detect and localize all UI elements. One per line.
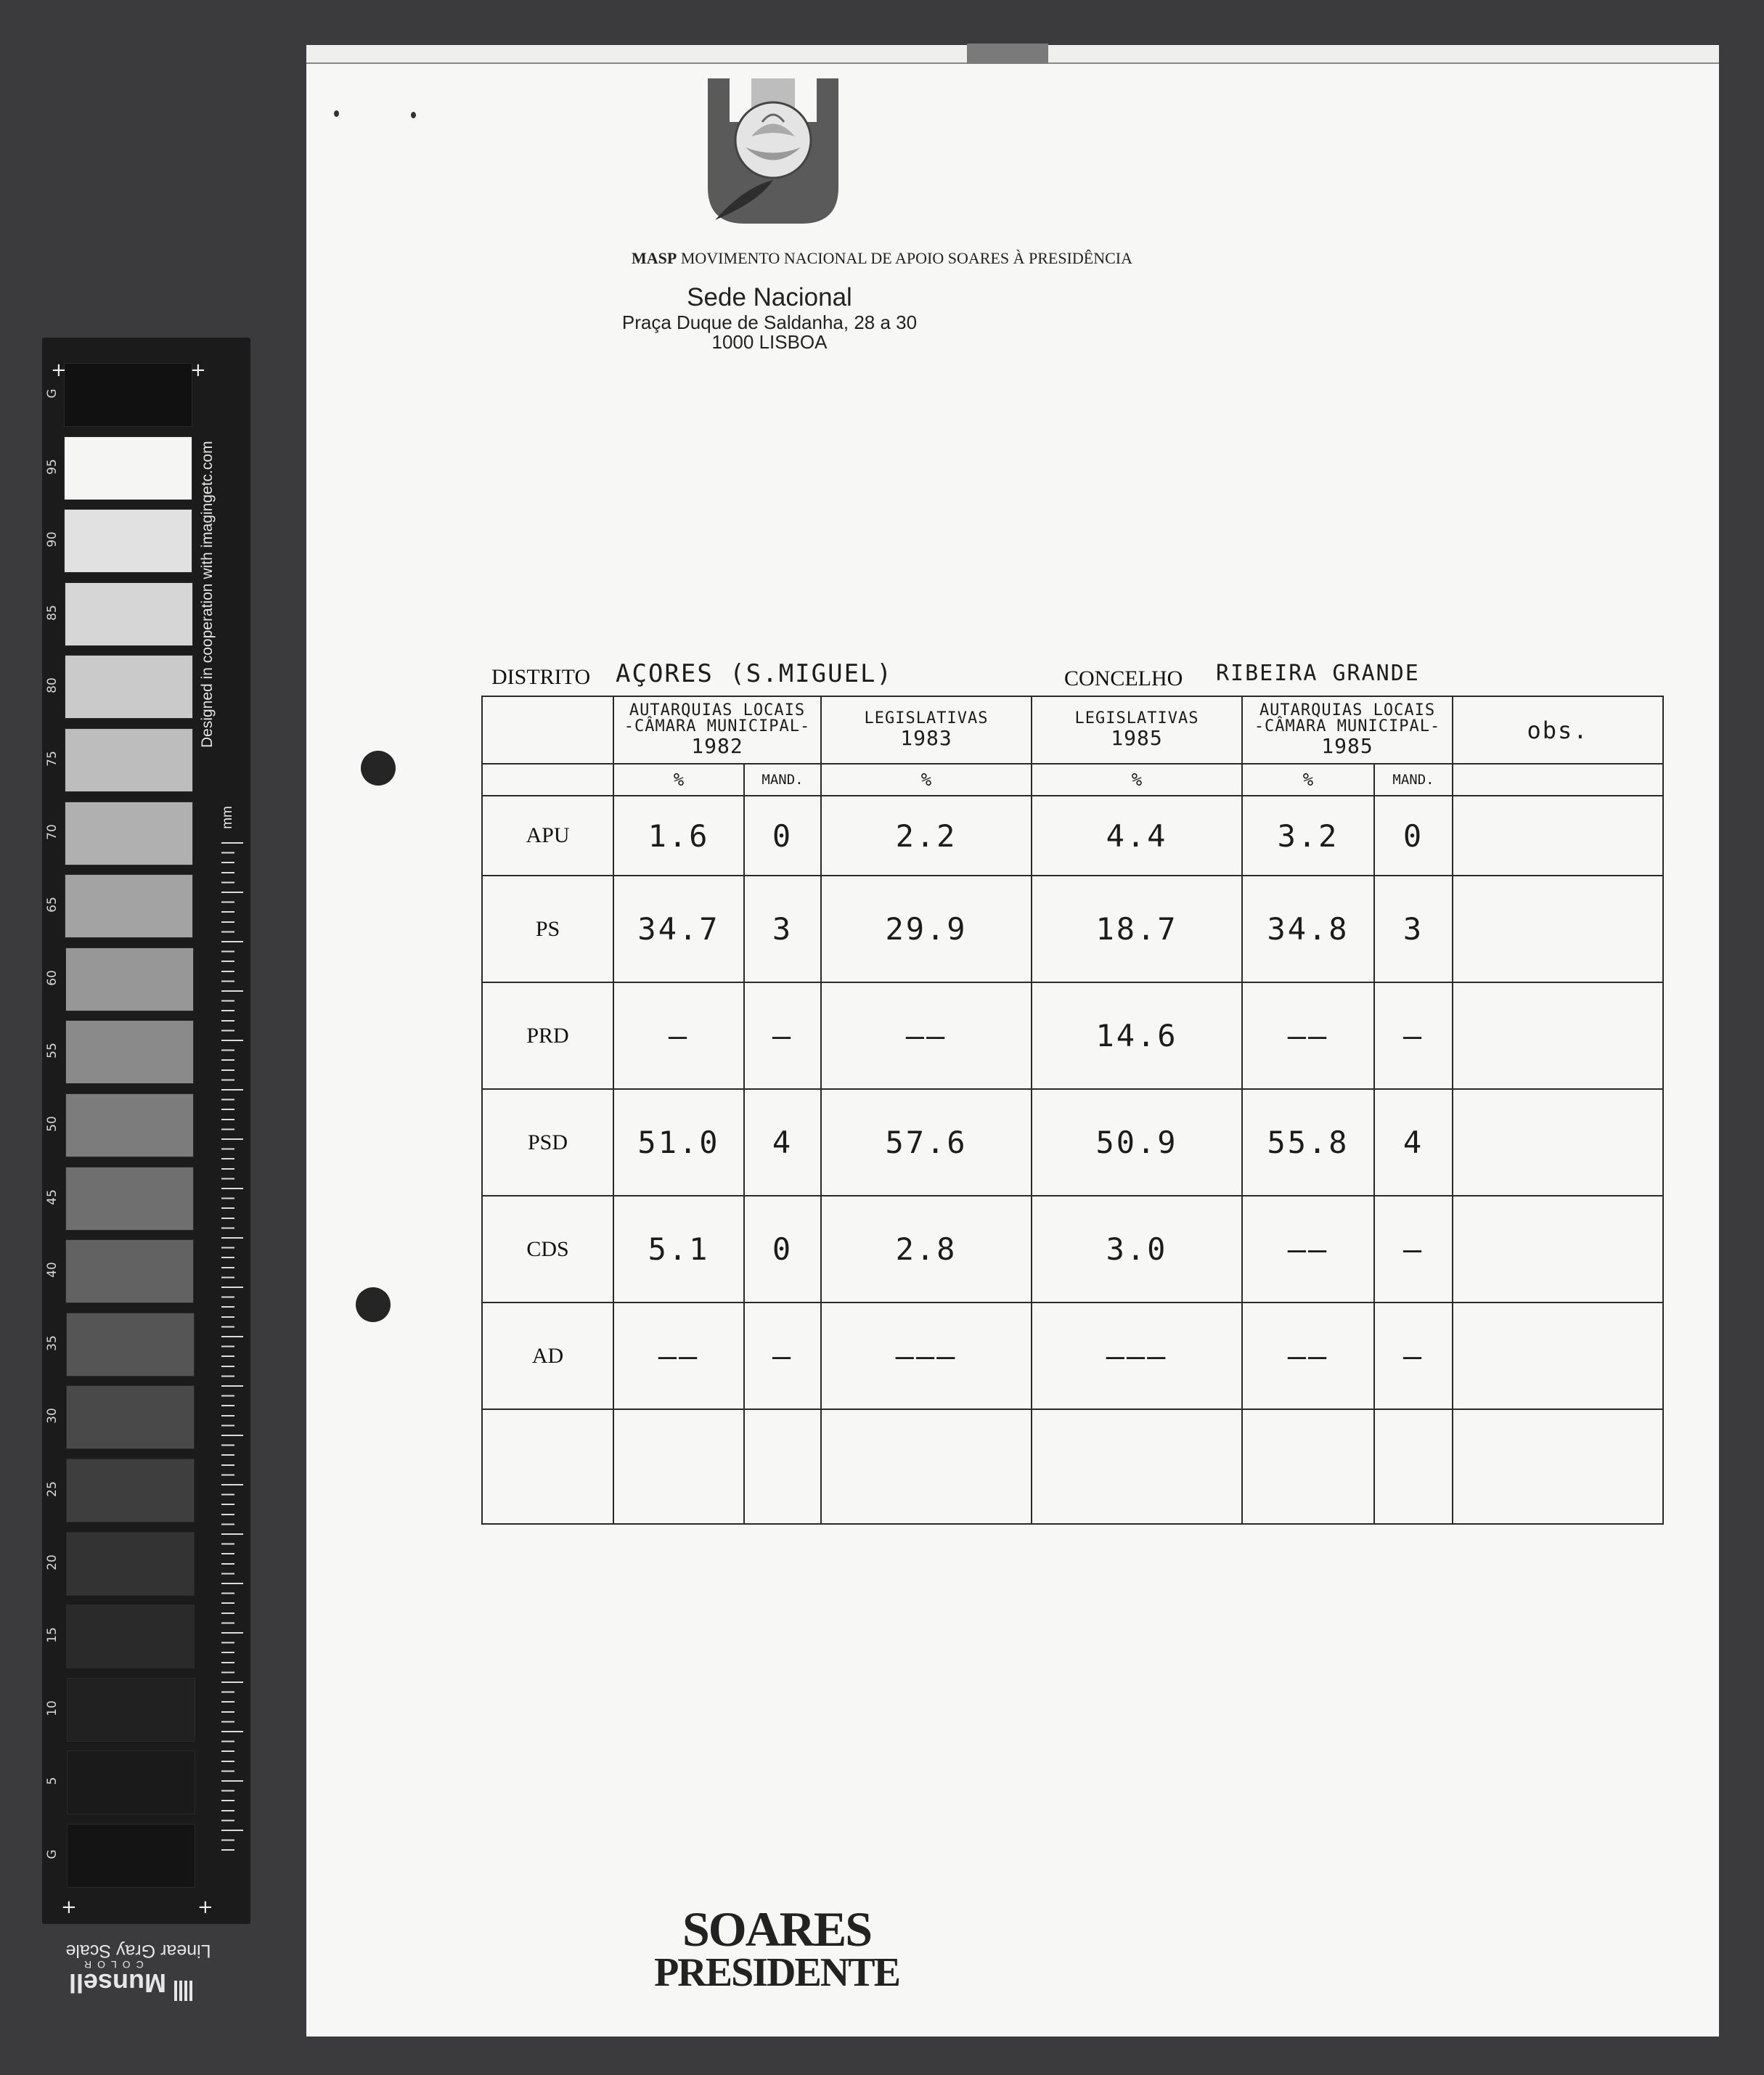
column-subtitle: -CÂMARA MUNICIPAL-: [624, 717, 811, 735]
paper-tab: [967, 44, 1048, 64]
column-title: AUTARQUIAS LOCAIS: [629, 701, 806, 719]
mm-ruler-major: [221, 842, 243, 1853]
column-header-obs: obs.: [1453, 696, 1663, 764]
party-cell: PS: [482, 876, 613, 982]
brand-name: Munsell: [69, 1968, 167, 1998]
scale-number: G: [45, 1849, 60, 1859]
value-cell: 51.0: [613, 1089, 744, 1196]
value-cell: ——: [613, 1303, 744, 1409]
scale-number: 10: [45, 1700, 60, 1716]
gray-swatch: [65, 1167, 194, 1231]
gray-swatch: [67, 1824, 195, 1888]
column-title: AUTARQUIAS LOCAIS: [1259, 701, 1436, 719]
scale-number: 35: [45, 1334, 60, 1351]
value-cell: 18.7: [1032, 876, 1242, 982]
obs-subheader: [1453, 764, 1663, 796]
pct-header: %: [613, 764, 744, 796]
value-cell: —: [1374, 982, 1453, 1089]
org-full-name: MOVIMENTO NACIONAL DE APOIO SOARES À PRESIDÊNCIA: [680, 249, 1132, 267]
brand-sub: COLOR: [78, 1959, 144, 1970]
footer-slogan-line1: SOARES: [682, 1901, 872, 1957]
punch-hole: [356, 1287, 391, 1322]
value-cell: ———: [821, 1303, 1032, 1409]
office-name: Sede Nacional: [687, 283, 852, 311]
scale-name: Linear Gray Scale: [65, 1941, 211, 1961]
gray-swatch: [65, 728, 193, 792]
scale-number: 15: [45, 1627, 60, 1644]
scale-number: 55: [45, 1043, 60, 1059]
table-body: [482, 796, 1663, 1524]
mm-label: mm: [219, 806, 235, 829]
party-cell: PRD: [482, 982, 613, 1089]
value-cell: 2.8: [821, 1196, 1032, 1303]
value-cell: [821, 1409, 1032, 1524]
scale-number: 60: [45, 969, 60, 986]
scale-number: 25: [45, 1481, 60, 1497]
table-row: [482, 1089, 1663, 1196]
mand-header: MAND.: [744, 764, 821, 796]
value-cell: ——: [821, 982, 1032, 1089]
value-cell: 5.1: [613, 1196, 744, 1303]
gray-swatch: [65, 947, 194, 1011]
value-cell: 14.6: [1032, 982, 1242, 1089]
value-cell: 3: [744, 876, 821, 982]
column-year: 1982: [691, 733, 743, 758]
footer-slogan-line2: PRESIDENTE: [654, 1950, 899, 1995]
value-cell: —: [744, 982, 821, 1089]
scale-number: 45: [45, 1189, 60, 1205]
value-cell: [1374, 1409, 1453, 1524]
gray-swatch: [64, 363, 192, 427]
table-header-row: [482, 696, 1663, 764]
value-cell: 4.4: [1032, 796, 1242, 876]
value-cell: 0: [744, 1196, 821, 1303]
table-row: [482, 1409, 1663, 1524]
value-cell: 50.9: [1032, 1089, 1242, 1196]
obs-cell: [1453, 1409, 1663, 1524]
value-cell: 57.6: [821, 1089, 1032, 1196]
value-cell: [1032, 1409, 1242, 1524]
table-row: [482, 982, 1663, 1089]
party-cell: CDS: [482, 1196, 613, 1303]
gray-swatch: [67, 1750, 195, 1814]
office-address: Praça Duque de Saldanha, 28 a 30: [621, 311, 918, 333]
value-cell: ———: [1032, 1303, 1242, 1409]
scale-number: 95: [45, 458, 60, 475]
obs-cell: [1453, 982, 1663, 1089]
table-row: [482, 796, 1663, 876]
gray-swatch: [66, 1605, 195, 1668]
value-cell: ——: [1242, 982, 1374, 1089]
gray-swatch: [66, 1532, 195, 1596]
column-header-autarquicas-1985: [1242, 696, 1453, 764]
value-cell: 2.2: [821, 796, 1032, 876]
obs-cell: [1453, 1303, 1663, 1409]
gray-swatch: [65, 1239, 194, 1303]
org-abbr: MASP: [632, 249, 677, 267]
value-cell: ——: [1242, 1196, 1374, 1303]
value-cell: 4: [1374, 1089, 1453, 1196]
column-header-legislativas-1983: [821, 696, 1032, 764]
scale-number: 65: [45, 897, 60, 913]
pct-header: %: [1032, 764, 1242, 796]
column-year: 1983: [900, 725, 952, 750]
column-header-autarquicas-1982: [613, 696, 821, 764]
obs-cell: [1453, 796, 1663, 876]
value-cell: 4: [744, 1089, 821, 1196]
value-cell: 1.6: [613, 796, 744, 876]
scale-number: 20: [45, 1554, 60, 1570]
party-cell: PSD: [482, 1089, 613, 1196]
district-value: AÇORES (S.MIGUEL): [616, 659, 893, 688]
pct-header: %: [1242, 764, 1374, 796]
office-city: 1000 LISBOA: [711, 331, 828, 353]
party-cell: AD: [482, 1303, 613, 1409]
value-cell: 29.9: [821, 876, 1032, 982]
subheader-blank: [482, 764, 613, 796]
organization-name: [0, 249, 1764, 268]
table-row: [482, 1303, 1663, 1409]
gray-swatch: [66, 1459, 195, 1522]
value-cell: 34.7: [613, 876, 744, 982]
obs-cell: [1453, 1196, 1663, 1303]
gray-swatch: [67, 1678, 195, 1742]
plus-mark: +: [61, 1896, 77, 1918]
gray-swatch: [65, 802, 193, 865]
plus-mark: +: [190, 359, 206, 381]
table-row: [482, 1196, 1663, 1303]
gray-swatch: [65, 1020, 194, 1084]
value-cell: [613, 1409, 744, 1524]
column-subtitle: -CÂMARA MUNICIPAL-: [1254, 717, 1441, 735]
column-title: LEGISLATIVAS: [1074, 709, 1199, 727]
value-cell: 3.0: [1032, 1196, 1242, 1303]
gray-swatch: [65, 582, 193, 646]
scale-number: 85: [45, 604, 60, 621]
value-cell: 3.2: [1242, 796, 1374, 876]
mand-header: MAND.: [1374, 764, 1453, 796]
council-value: RIBEIRA GRANDE: [1216, 661, 1420, 686]
obs-cell: [1453, 1089, 1663, 1196]
party-cell: [482, 1409, 613, 1524]
obs-cell: [1453, 876, 1663, 982]
gray-swatch: [65, 874, 193, 938]
value-cell: [744, 1409, 821, 1524]
council-label: CONCELHO: [1064, 666, 1183, 690]
scale-number: 40: [45, 1262, 60, 1279]
column-header-legislativas-1985: [1032, 696, 1242, 764]
scale-number: 75: [45, 751, 60, 767]
value-cell: 0: [744, 796, 821, 876]
value-cell: —: [1374, 1303, 1453, 1409]
plus-mark: +: [197, 1896, 213, 1918]
election-results-table: [481, 696, 1664, 1525]
rose-logo-icon: [701, 78, 846, 224]
scale-number: 70: [45, 823, 60, 840]
column-title: LEGISLATIVAS: [864, 709, 989, 727]
scale-number: 80: [45, 677, 60, 694]
scale-number: 90: [45, 531, 60, 548]
gray-swatch: [66, 1385, 195, 1449]
scale-number: G: [45, 388, 60, 399]
table-subheader-row: [482, 764, 1663, 796]
scale-number: 30: [45, 1408, 60, 1424]
value-cell: [1242, 1409, 1374, 1524]
value-cell: 55.8: [1242, 1089, 1374, 1196]
district-label: DISTRITO: [491, 665, 591, 689]
gray-swatch: [65, 655, 193, 719]
gray-swatch: [66, 1313, 195, 1377]
value-cell: ——: [1242, 1303, 1374, 1409]
gray-swatch: [64, 509, 192, 573]
gray-swatch: [65, 1093, 194, 1157]
value-cell: 0: [1374, 796, 1453, 876]
value-cell: —: [744, 1303, 821, 1409]
scale-number: 50: [45, 1116, 60, 1132]
scale-number: 5: [45, 1777, 60, 1785]
gray-swatch: [64, 436, 192, 500]
value-cell: —: [613, 982, 744, 1089]
pct-header: %: [821, 764, 1032, 796]
value-cell: 34.8: [1242, 876, 1374, 982]
paper-speck: [411, 112, 416, 118]
value-cell: 3: [1374, 876, 1453, 982]
party-cell: APU: [482, 796, 613, 876]
paper-speck: [334, 110, 339, 117]
column-year: 1985: [1111, 725, 1163, 750]
value-cell: —: [1374, 1196, 1453, 1303]
plus-mark: +: [51, 359, 67, 381]
punch-hole: [361, 751, 396, 786]
table-row: [482, 876, 1663, 982]
header-corner-cell: [482, 696, 613, 764]
column-year: 1985: [1321, 733, 1373, 758]
